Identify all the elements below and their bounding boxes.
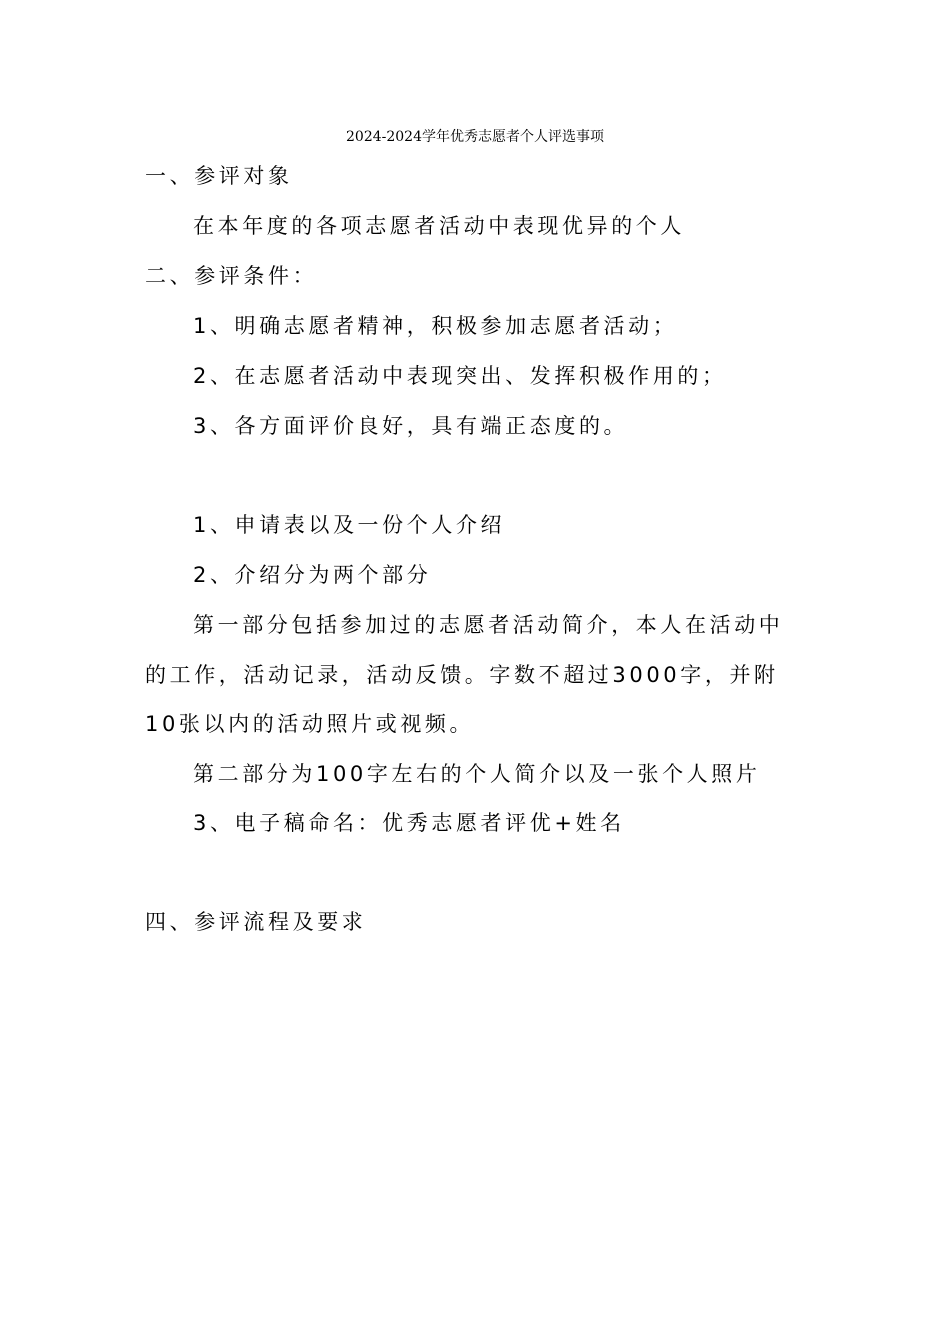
- materials-item: 2、介绍分为两个部分: [193, 563, 432, 587]
- part2-paragraph: 第二部分为100字左右的个人简介以及一张个人照片: [193, 762, 761, 786]
- section-heading-process: 四、参评流程及要求: [145, 910, 367, 934]
- section-body-eligible-candidates: 在本年度的各项志愿者活动中表现优异的个人: [193, 214, 685, 238]
- file-naming-rule: 3、电子稿命名：优秀志愿者评优+姓名: [193, 811, 625, 835]
- section-heading-criteria: 二、参评条件：: [145, 264, 318, 288]
- part1-paragraph-line: 10张以内的活动照片或视频。: [145, 712, 475, 736]
- criteria-item: 2、在志愿者活动中表现突出、发挥积极作用的；: [193, 364, 727, 388]
- part1-paragraph-line: 的工作，活动记录，活动反馈。字数不超过3000字，并附: [145, 663, 779, 687]
- section-heading-eligible-candidates: 一、参评对象: [145, 164, 293, 188]
- document-title: 2024-2024学年优秀志愿者个人评选事项: [346, 129, 604, 145]
- part1-paragraph-line: 第一部分包括参加过的志愿者活动简介，本人在活动中: [193, 613, 784, 637]
- criteria-item: 3、各方面评价良好，具有端正态度的。: [193, 414, 629, 438]
- criteria-item: 1、明确志愿者精神，积极参加志愿者活动；: [193, 314, 678, 338]
- materials-item: 1、申请表以及一份个人介绍: [193, 513, 506, 537]
